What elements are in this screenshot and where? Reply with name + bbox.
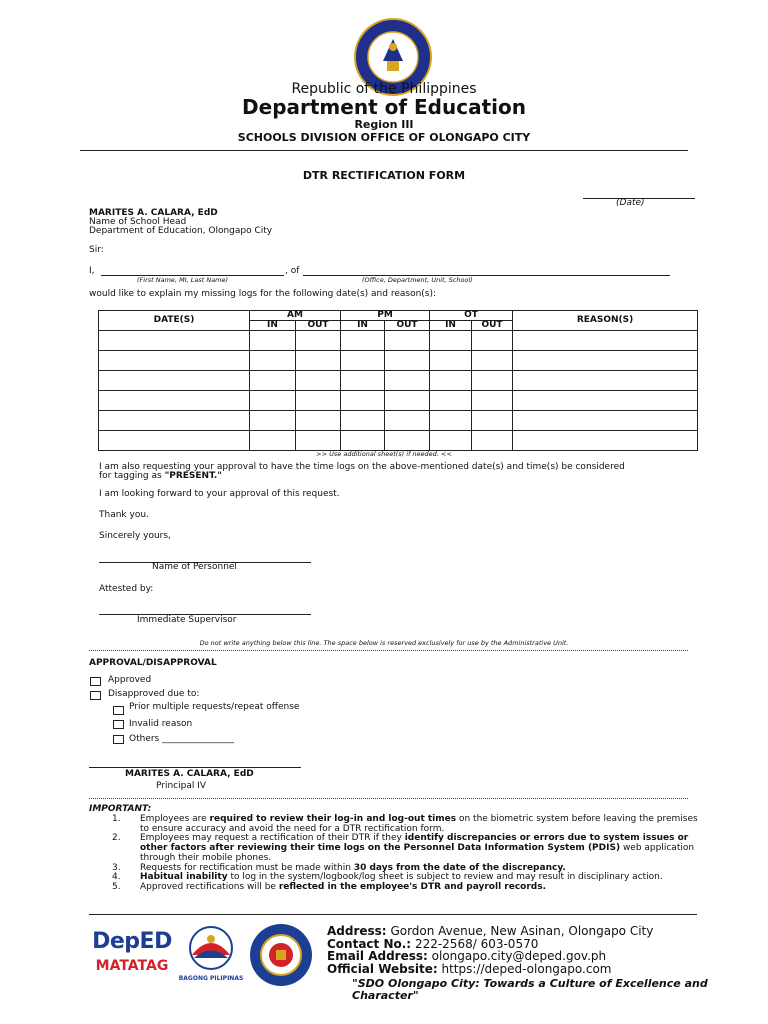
website-label: Official Website: [327,962,438,976]
important-item: 3. Requests for rectification must be made within 30 days from the date of the discrepancy. [112,862,566,873]
thanks-text: Thank you. [99,510,149,520]
important-heading: IMPORTANT: [89,804,152,814]
supervisor-label: Immediate Supervisor [137,615,237,625]
am-out-header: OUT [296,321,341,331]
deped-logo [92,929,172,989]
republic-text: Republic of the Philippines [291,81,477,97]
table-row[interactable] [99,411,698,431]
missing-logs-table [98,310,698,451]
of-label: , of [285,266,300,276]
contact-value: 222-2568/ 603-0570 [414,937,539,951]
addressee-role: Name of School Head [89,217,187,227]
name-hint: (First Name, MI, Last Name) [137,276,229,284]
important-item: 5. Approved rectifications will be reflected in the employee's DTR and payroll records. [112,881,547,892]
pm-out-header: OUT [385,321,430,331]
approved-checkbox[interactable] [90,677,101,686]
reason-invalid-label: Invalid reason [129,719,193,729]
attested-text: Attested by: [99,584,154,594]
division-text: SCHOOLS DIVISION OFFICE OF OLONGAPO CITY [237,131,531,144]
request-text-prefix: for tagging as [99,471,165,481]
footer-address [327,924,653,938]
table-row[interactable] [99,371,698,391]
reason-others-label: Others ________________ [129,734,235,744]
col-dates-header: DATE(S) [99,311,250,331]
principal-title: Principal IV [156,781,207,791]
footer-website [327,962,611,976]
office-input-line[interactable] [303,275,670,276]
reserved-note: Do not write anything below this line. The space below is reserved exclusively for use by the Administrative Unit. [199,639,569,647]
table-row[interactable] [99,351,698,371]
forward-text: I am looking forward to your approval of this request. [99,489,340,499]
addressee-name: MARITES A. CALARA, EdD [89,208,218,218]
explain-text: would like to explain my missing logs for the following date(s) and reason(s): [89,289,437,299]
table-row[interactable] [99,431,698,451]
personnel-label: Name of Personnel [152,562,237,572]
closing-text: Sincerely yours, [99,531,171,541]
request-text-line1: I am also requesting your approval to have the time logs on the above-mentioned date(s) and time(s) be considered [99,462,625,472]
table-row[interactable] [99,331,698,351]
email-label: Email Address: [327,949,428,963]
disapproved-label: Disapproved due to: [108,689,200,699]
deped-wordmark: DepED [92,929,172,954]
additional-sheet-note: >> Use additional sheet(s) if needed. << [316,450,452,458]
bagong-pilipinas-text: BAGONG PILIPINAS [178,975,244,982]
department-title: Department of Education [242,95,526,119]
address-value: Gordon Avenue, New Asinan, Olongapo City [390,924,654,938]
matatag-wordmark: MATATAG [95,958,169,974]
footer-divider [89,914,697,915]
principal-signature-line[interactable] [89,767,301,768]
approved-label: Approved [108,675,152,685]
pm-in-header: IN [341,321,385,331]
bagong-pilipinas-logo [178,925,244,983]
am-in-header: IN [250,321,296,331]
office-hint: (Office, Department, Unit, School) [362,276,473,284]
reason-others-checkbox[interactable] [113,735,124,744]
important-list [112,815,702,893]
present-tag: "PRESENT." [164,471,222,481]
ot-in-header: IN [430,321,472,331]
col-pm-header: PM [341,311,430,321]
disapproved-checkbox[interactable] [90,691,101,700]
important-item: 2. Employees may request a rectification of their DTR if they identify discrepancies or errors due to system issues or other factors after reviewing their time logs on the Personnel Data Information System (PDIS) web application through their mobile phones. [112,833,695,863]
header-divider [80,150,688,151]
reason-invalid-checkbox[interactable] [113,720,124,729]
contact-label: Contact No.: [327,937,412,951]
website-link[interactable]: https://deped-olongapo.com [441,962,612,976]
important-item: 1. Employees are required to review their log-in and log-out times on the biometric system before leaving the premises to ensure accuracy and avoid the need for a DTR rectification form. [112,814,698,834]
col-am-header: AM [250,311,341,321]
footer-tagline: "SDO Olongapo City: Towards a Culture of Excellence and Character" [352,977,708,1002]
table-row[interactable] [99,391,698,411]
col-reasons-header: REASON(S) [513,311,698,331]
reason-repeat-label: Prior multiple requests/repeat offense [129,702,300,712]
important-item: 4. Habitual inability to log in the system/logbook/log sheet is subject to review and may result in disciplinary action. [112,872,663,883]
reason-repeat-checkbox[interactable] [113,706,124,715]
footer-email [327,949,606,963]
address-label: Address: [327,924,387,938]
email-link[interactable]: olongapo.city@deped.gov.ph [431,949,607,963]
olongapo-seal-logo [248,922,314,988]
approval-heading: APPROVAL/DISAPPROVAL [89,658,217,668]
col-ot-header: OT [430,311,513,321]
date-label: (Date) [616,198,645,208]
i-prefix: I, [89,266,95,276]
reserved-divider [89,650,688,651]
addressee-office: Department of Education, Olongapo City [89,226,273,236]
approval-divider [89,798,688,799]
salutation: Sir: [89,245,104,255]
region-text: Region III [354,118,414,131]
form-title: DTR RECTIFICATION FORM [302,169,466,182]
principal-name: MARITES A. CALARA, EdD [125,769,254,779]
ot-out-header: OUT [472,321,513,331]
request-text-line2 [99,471,222,481]
